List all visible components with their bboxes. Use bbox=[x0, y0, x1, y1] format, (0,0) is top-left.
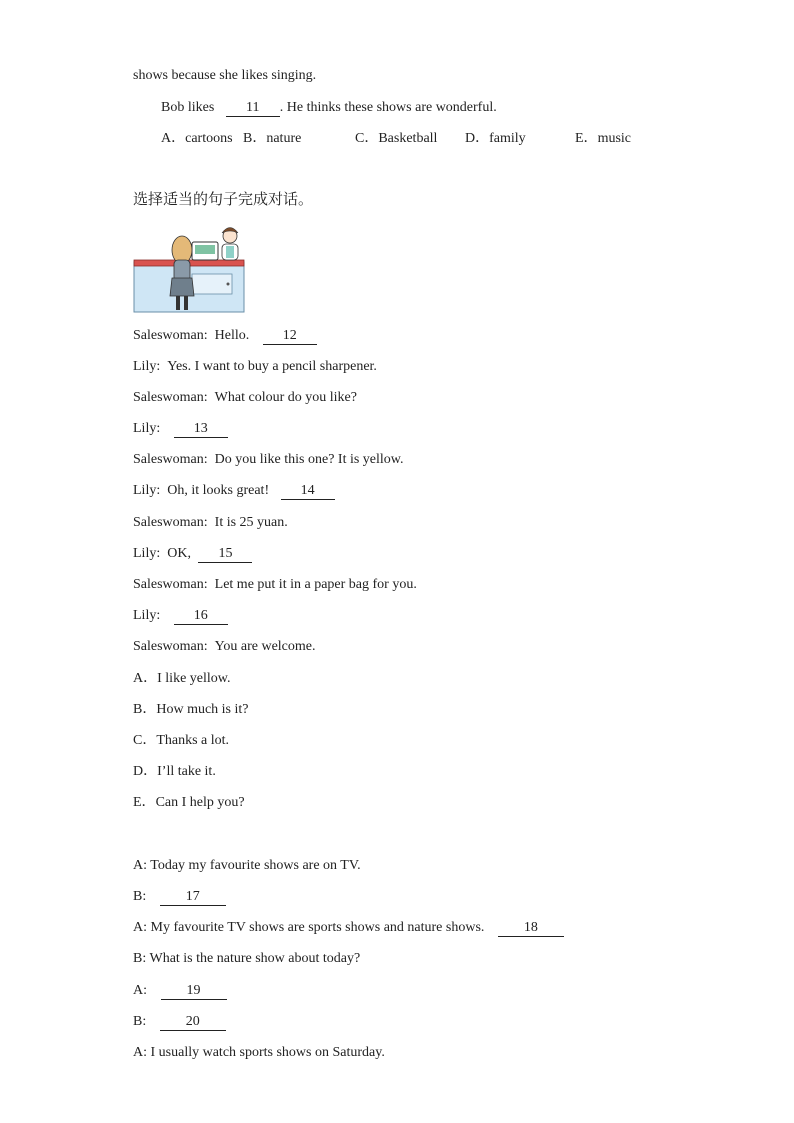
question-text: . He thinks these shows are wonderful. bbox=[279, 100, 497, 115]
answer-blank-12: 12 bbox=[263, 328, 317, 345]
option-a: A．cartoons bbox=[161, 131, 233, 146]
dialogue-line: Lily: 13 bbox=[133, 420, 228, 438]
option-d: D．family bbox=[465, 131, 526, 146]
answer-blank-17: 17 bbox=[160, 889, 226, 906]
answer-blank-20: 20 bbox=[160, 1014, 226, 1031]
answer-blank-16: 16 bbox=[174, 608, 228, 625]
answer-blank-13: 13 bbox=[174, 421, 228, 438]
question-text: Bob likes bbox=[161, 100, 215, 115]
answer-blank-15: 15 bbox=[198, 546, 252, 563]
dialogue-line: Saleswoman: You are welcome. bbox=[133, 639, 316, 654]
dialogue-line: A: Today my favourite shows are on TV. bbox=[133, 858, 361, 873]
question-line-11 bbox=[161, 99, 497, 117]
answer-blank-11: 11 bbox=[226, 100, 280, 117]
option-c: C．Thanks a lot. bbox=[133, 733, 230, 748]
dialogue-line: A: My favourite TV shows are sports shows and nature shows. 18 bbox=[133, 919, 564, 937]
options-row-top bbox=[161, 130, 661, 148]
dialogue-line: Saleswoman: Hello. 12 bbox=[133, 327, 317, 345]
dialogue-line: Saleswoman: It is 25 yuan. bbox=[133, 515, 288, 530]
option-d: D．I’ll take it. bbox=[133, 764, 216, 779]
dialogue-line: Lily: 16 bbox=[133, 607, 228, 625]
dialogue-line: Saleswoman: Let me put it in a paper bag for you. bbox=[133, 577, 417, 592]
option-b: B．nature bbox=[243, 131, 302, 146]
dialogue-line: B: 20 bbox=[133, 1013, 226, 1031]
option-e: E．music bbox=[575, 131, 632, 146]
dialogue-line: Lily: Oh, it looks great! 14 bbox=[133, 482, 335, 500]
dialogue-line: Saleswoman: Do you like this one? It is yellow. bbox=[133, 452, 404, 467]
dialogue-line: B: What is the nature show about today? bbox=[133, 951, 361, 966]
option-c: C．Basketball bbox=[355, 131, 438, 146]
dialogue-line: A: I usually watch sports shows on Saturday. bbox=[133, 1045, 385, 1060]
dialogue-line: Lily: Yes. I want to buy a pencil sharpener. bbox=[133, 359, 377, 374]
answer-blank-18: 18 bbox=[498, 920, 564, 937]
section-instruction: 选择适当的句子完成对话。 bbox=[133, 190, 314, 208]
option-a: A．I like yellow. bbox=[133, 671, 231, 686]
dialogue-line: B: 17 bbox=[133, 888, 226, 906]
paragraph-continuation: shows because she likes singing. bbox=[133, 68, 317, 83]
option-e: E．Can I help you? bbox=[133, 795, 245, 810]
dialogue-line: Lily: OK, 15 bbox=[133, 545, 252, 563]
shop-counter-illustration bbox=[132, 222, 246, 314]
dialogue-line: A: 19 bbox=[133, 982, 227, 1000]
option-b: B．How much is it? bbox=[133, 702, 249, 717]
answer-blank-19: 19 bbox=[161, 983, 227, 1000]
answer-blank-14: 14 bbox=[281, 483, 335, 500]
dialogue-line: Saleswoman: What colour do you like? bbox=[133, 390, 357, 405]
